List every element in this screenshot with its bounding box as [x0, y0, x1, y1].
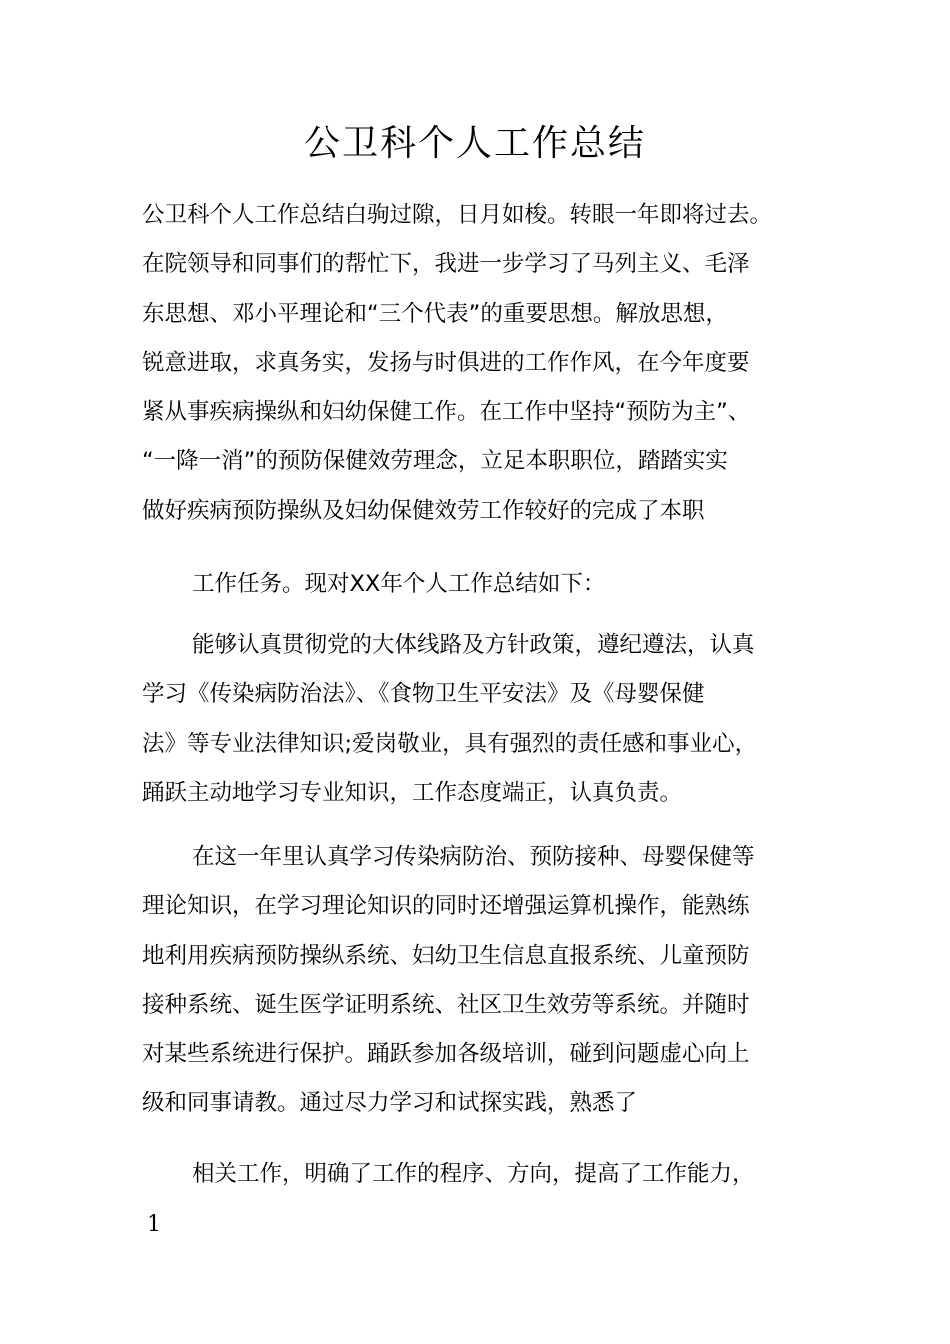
text-line: 工作任务。现对XX年个人工作总结如下： — [192, 571, 606, 597]
text-line: 级和同事请教。通过尽力学习和试探实践，熟悉了 — [142, 1090, 638, 1117]
text-line: 东思想、邓小平理论和“三个代表”的重要思想。解放思想， — [142, 300, 728, 327]
text-line: 锐意进取，求真务实，发扬与时俱进的工作作风，在今年度要 — [142, 349, 750, 376]
text-line: “一降一消”的预防保健效劳理念，立足本职职位，踏踏实实 — [142, 448, 728, 475]
paragraph-task — [142, 560, 822, 609]
text-line: 在这一年里认真学习传染病防治、预防接种、母婴保健等 — [192, 844, 755, 870]
text-line: 能够认真贯彻党的大体线路及方针政策，遵纪遵法，认真 — [192, 632, 755, 658]
paragraph-attitude — [142, 621, 822, 818]
text-line: 紧从事疾病操纵和妇幼保健工作。在工作中坚持“预防为主”、 — [142, 399, 751, 426]
text-line: 踊跃主动地学习专业知识，工作态度端正，认真负责。 — [142, 779, 683, 806]
text-line: 学习《传染病防治法》、《食物卫生平安法》及《母婴保健 — [142, 681, 705, 708]
document-title: 公卫科个人工作总结 — [303, 123, 646, 164]
paragraph-study — [142, 833, 822, 1129]
text-line: 对某些系统进行保护。踊跃参加各级培训，碰到问题虚心向上 — [142, 1041, 750, 1068]
text-line: 理论知识，在学习理论知识的同时还增强运算机操作，能熟练 — [142, 893, 750, 920]
paragraph-intro — [142, 191, 822, 536]
text-line: 地利用疾病预防操纵系统、妇幼卫生信息直报系统、儿童预防 — [142, 942, 750, 969]
text-line: 公卫科个人工作总结白驹过隙，日月如梭。转眼一年即将过去。 — [142, 202, 773, 228]
text-line: 法》等专业法律知识;爱岗敬业，具有强烈的责任感和事业心， — [142, 730, 758, 757]
text-line: 相关工作，明确了工作的程序、方向，提高了工作能力， — [192, 1161, 755, 1187]
text-line: 做好疾病预防操纵及妇幼保健效劳工作较好的完成了本职 — [142, 497, 705, 524]
paragraph-improvement — [142, 1150, 822, 1199]
text-line: 在院领导和同事们的帮忙下，我进一步学习了马列主义、毛泽 — [142, 251, 750, 278]
text-line: 接种系统、诞生医学证明系统、社区卫生效劳等系统。并随时 — [142, 991, 750, 1018]
page-number: 1 — [147, 1212, 161, 1237]
